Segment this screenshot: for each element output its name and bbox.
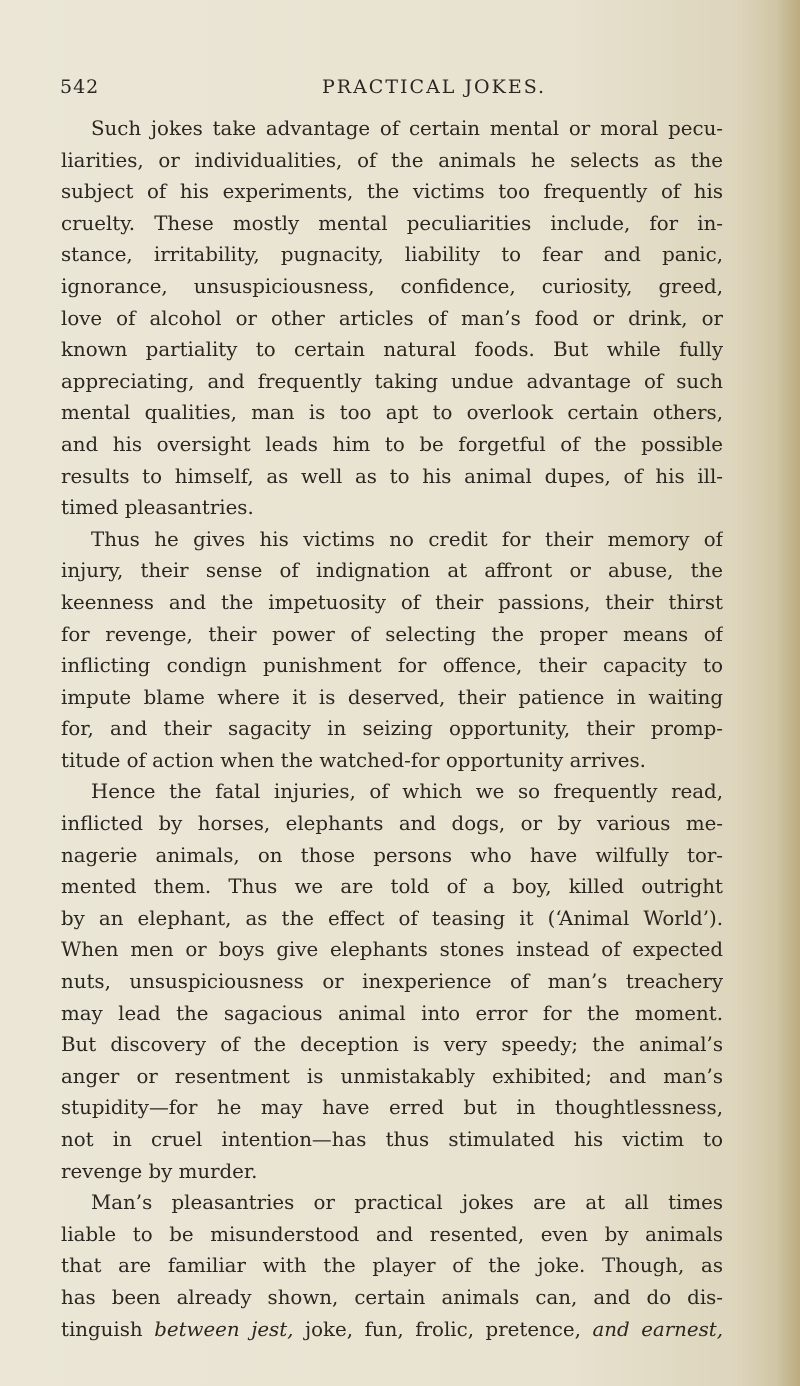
text-line: timed pleasantries. (61, 496, 254, 520)
text-line: results to himself, as well as to his animal dupes, of his ill- (61, 464, 723, 488)
text-line: not in cruel intention—has thus stimulated his victim to (61, 1128, 723, 1151)
text-line: impute blame where it is deserved, their patience in waiting (61, 685, 723, 709)
text-line: keenness and the impetuosity of their passions, their thirst (61, 590, 723, 614)
text-line: that are familiar with the player of the joke. Though, as (61, 1254, 723, 1278)
text-line: Thus he gives his victims no credit for their memory of (91, 527, 723, 551)
text-line: Such jokes take advantage of certain mental or moral pecu- (91, 117, 723, 140)
text-line: anger or resentment is unmistakably exhibited; and man’s (61, 1064, 723, 1088)
running-head: PRACTICAL JOKES. (322, 76, 547, 98)
page-header (60, 76, 720, 102)
text-line: may lead the sagacious animal into error for the moment. (61, 1001, 723, 1025)
text-line: stance, irritability, pugnacity, liability to fear and panic, (61, 243, 723, 267)
text-line: revenge by murder. (61, 1159, 258, 1183)
text-line: and his oversight leads him to be forgetful of the possible (61, 432, 723, 456)
page-number: 542 (60, 76, 100, 98)
italic-run: and earnest, (592, 1317, 723, 1341)
body-text (61, 113, 723, 1345)
text-line: Man’s pleasantries or practical jokes are at all times (91, 1191, 723, 1215)
text-run: tinguish (61, 1317, 155, 1341)
text-line: When men or boys give elephants stones instead of expected (61, 938, 723, 962)
text-line: But discovery of the deception is very speedy; the animal’s (61, 1033, 723, 1057)
text-line: liarities, or individualities, of the animals he selects as the (61, 148, 723, 172)
text-line: for revenge, their power of selecting the proper means of (61, 622, 723, 646)
text-line: titude of action when the watched-for opportunity arrives. (61, 748, 646, 772)
text-line: subject of his experiments, the victims too frequently of his (61, 180, 723, 204)
text-line: cruelty. These mostly mental peculiarities include, for in- (61, 211, 723, 235)
text-line: ignorance, unsuspiciousness, confidence, curiosity, greed, (61, 274, 723, 298)
text-line-final (61, 1314, 723, 1346)
text-line: nagerie animals, on those persons who have wilfully tor- (61, 843, 723, 867)
text-line: for, and their sagacity in seizing opportunity, their promp- (61, 717, 723, 741)
text-line: love of alcohol or other articles of man’s food or drink, or (61, 306, 723, 330)
text-line: injury, their sense of indignation at affront or abuse, the (61, 559, 723, 583)
text-line: known partiality to certain natural foods. But while fully (61, 338, 723, 362)
text-line: stupidity—for he may have erred but in thoughtlessness, (61, 1096, 723, 1120)
text-line: inflicted by horses, elephants and dogs, or by various me- (61, 812, 723, 836)
text-run: joke, fun, frolic, pretence, (293, 1317, 593, 1341)
text-line: mental qualities, man is too apt to overlook certain others, (61, 401, 723, 425)
text-line: Hence the fatal injuries, of which we so frequently read, (91, 780, 723, 804)
italic-run: between jest, (154, 1317, 294, 1341)
text-line: nuts, unsuspiciousness or inexperience of man’s treachery (61, 970, 723, 994)
text-line: liable to be misunderstood and resented, even by animals (61, 1222, 723, 1246)
text-line: has been already shown, certain animals can, and do dis- (61, 1285, 723, 1309)
page-edge-shadow (776, 0, 800, 1386)
text-line: mented them. Thus we are told of a boy, killed outright (61, 875, 723, 899)
text-line: appreciating, and frequently taking undue advantage of such (61, 369, 723, 393)
text-line: by an elephant, as the effect of teasing it (‘Animal World’). (61, 906, 723, 930)
text-line: inflicting condign punishment for offence, their capacity to (61, 654, 723, 678)
